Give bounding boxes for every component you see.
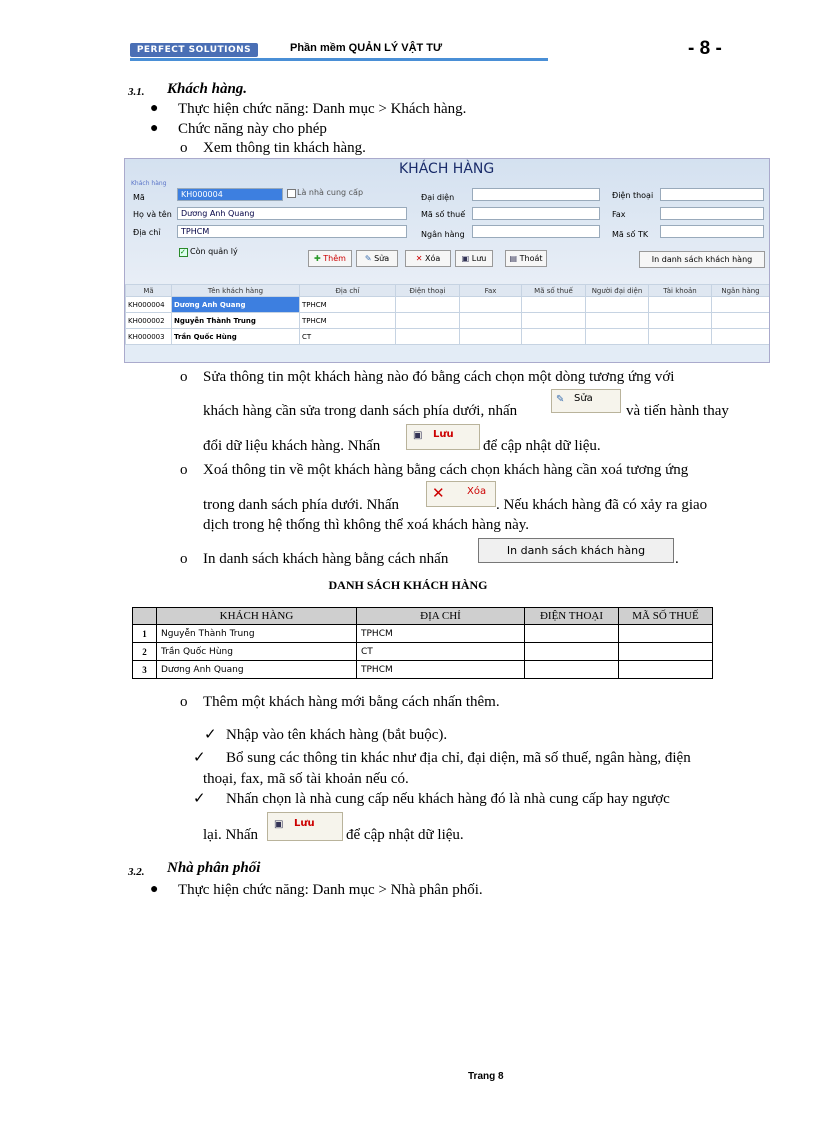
daidien-input[interactable]: [472, 188, 600, 201]
punct: .: [675, 551, 679, 567]
footer-page: Trang 8: [468, 1071, 504, 1082]
para-text: khách hàng cần sửa trong danh sách phía dưới, nhấn: [203, 403, 518, 419]
save-button[interactable]: [455, 250, 493, 267]
bullet: ●: [150, 121, 159, 136]
mst-input[interactable]: [472, 207, 600, 220]
col-header[interactable]: Điện thoại: [396, 285, 460, 297]
col-header[interactable]: Địa chỉ: [300, 285, 396, 297]
table-row[interactable]: [126, 329, 770, 345]
edit-icon: ✎: [364, 254, 372, 263]
sub-bullet-text: Xem thông tin khách hàng.: [203, 140, 366, 156]
edit-label: Sửa: [374, 254, 390, 263]
label-mst: Mã số thuế: [421, 210, 466, 219]
cell: TPHCM: [300, 313, 396, 329]
save-button-image: [267, 812, 343, 841]
para-text: lại. Nhấn: [203, 827, 258, 843]
cell: 2: [133, 643, 157, 661]
para-text: Xoá thông tin về một khách hàng bằng cách chọn khách hàng cần xoá tương ứng: [203, 462, 689, 478]
save-label: Lưu: [471, 254, 487, 263]
header-rule: [130, 58, 548, 61]
check-icon: ✓: [193, 791, 206, 807]
bullet-text: Thực hiện chức năng: Danh mục > Nhà phân phối.: [178, 882, 483, 898]
cell: Trần Quốc Hùng: [157, 643, 357, 661]
supplier-checkbox[interactable]: [287, 189, 296, 198]
edit-label: Sửa: [574, 393, 593, 404]
cell: 3: [133, 661, 157, 679]
para-text: Nhập vào tên khách hàng (bắt buộc).: [226, 727, 448, 743]
plus-icon: ✚: [314, 254, 321, 263]
edit-button[interactable]: [356, 250, 398, 267]
grid-header-row: [126, 285, 770, 297]
diachi-input[interactable]: TPHCM: [177, 225, 407, 238]
check-icon: ✓: [204, 727, 217, 743]
section-title: Nhà phân phối: [167, 860, 261, 876]
save-button-image: [406, 424, 480, 450]
label-taikhoan: Mã số TK: [612, 230, 649, 239]
customer-form-screenshot: [124, 158, 770, 363]
cell: CT: [300, 329, 396, 345]
cell: TPHCM: [300, 297, 396, 313]
col-header: [133, 608, 157, 625]
header-title: Phần mềm QUẢN LÝ VẬT TƯ: [290, 42, 443, 54]
sub-bullet: o: [180, 694, 188, 710]
para-text: Nhấn chọn là nhà cung cấp nếu khách hàng đó là nhà cung cấp hay ngược: [226, 791, 670, 807]
cell: TPHCM: [357, 625, 525, 643]
bullet: ●: [150, 882, 159, 897]
print-list-button[interactable]: In danh sách khách hàng: [639, 251, 765, 268]
para-text: Sửa thông tin một khách hàng nào đó bằng cách chọn một dòng tương ứng với: [203, 369, 675, 385]
col-header[interactable]: Ngân hàng: [712, 285, 770, 297]
nganhang-input[interactable]: [472, 225, 600, 238]
fax-input[interactable]: [660, 207, 764, 220]
customer-grid: [125, 284, 770, 345]
check-icon: ✓: [193, 750, 206, 766]
taikhoan-input[interactable]: [660, 225, 764, 238]
para-text: In danh sách khách hàng bằng cách nhấn: [203, 551, 449, 567]
cell: Dương Anh Quang: [172, 297, 300, 313]
cell: Nguyễn Thành Trung: [157, 625, 357, 643]
col-header[interactable]: Tên khách hàng: [172, 285, 300, 297]
para-text: để cập nhật dữ liệu.: [346, 827, 464, 843]
sub-bullet: o: [180, 140, 188, 156]
sub-bullet: o: [180, 551, 188, 567]
col-header[interactable]: Tài khoản: [649, 285, 712, 297]
col-header: ĐỊA CHỈ: [357, 608, 525, 625]
company-logo: PERFECT SOLUTIONS: [130, 43, 258, 57]
label-ma: Mã: [133, 193, 145, 202]
group-label: Khách hàng: [131, 180, 167, 187]
ten-input[interactable]: Dương Anh Quang: [177, 207, 407, 220]
section-number: 3.1.: [128, 86, 145, 98]
para-text: thoại, fax, mã số tài khoản nếu có.: [203, 771, 409, 787]
floppy-icon: ▣: [413, 430, 423, 441]
bullet-text: Thực hiện chức năng: Danh mục > Khách hàng.: [178, 101, 467, 117]
print-label: In danh sách khách hàng: [506, 544, 646, 557]
section-number: 3.2.: [128, 866, 145, 878]
add-label: Thêm: [323, 254, 346, 263]
exit-label: Thoát: [519, 254, 543, 263]
exit-button[interactable]: [505, 250, 547, 267]
dienthoai-input[interactable]: [660, 188, 764, 201]
para-text: trong danh sách phía dưới. Nhấn: [203, 497, 400, 513]
table-row: [133, 643, 713, 661]
section-title: Khách hàng.: [167, 81, 248, 97]
exit-icon: ▤: [509, 254, 518, 263]
list-title: DANH SÁCH KHÁCH HÀNG: [328, 578, 488, 592]
delete-button-image: [426, 481, 496, 507]
para-text: dịch trong hệ thống thì không thể xoá khách hàng này.: [203, 517, 530, 533]
delete-label: Xóa: [467, 486, 487, 497]
save-label: Lưu: [433, 429, 454, 440]
cell: KH000002: [126, 313, 172, 329]
customer-list-table: [132, 607, 713, 679]
bullet: ●: [150, 101, 159, 116]
table-row[interactable]: [126, 297, 770, 313]
label-fax: Fax: [612, 210, 626, 219]
sub-bullet: o: [180, 369, 188, 385]
label-ten: Họ và tên: [133, 210, 172, 219]
add-button[interactable]: [308, 250, 352, 267]
delete-label: Xóa: [424, 254, 441, 263]
page-number: - 8 -: [688, 38, 722, 59]
cell: KH000004: [126, 297, 172, 313]
table-row: [133, 625, 713, 643]
bullet-text: Chức năng này cho phép: [178, 121, 327, 137]
label-dienthoai: Điện thoại: [612, 191, 654, 200]
save-label: Lưu: [294, 818, 315, 829]
col-header[interactable]: Fax: [460, 285, 522, 297]
delete-button[interactable]: [405, 250, 451, 267]
edit-button-image: [551, 389, 621, 413]
para-text: đổi dữ liệu khách hàng. Nhấn: [203, 438, 381, 454]
col-header: MÃ SỐ THUẾ: [619, 608, 713, 625]
table-row: [133, 661, 713, 679]
cell: Nguyễn Thành Trung: [172, 313, 300, 329]
para-text: để cập nhật dữ liệu.: [483, 438, 601, 454]
sub-bullet: o: [180, 462, 188, 478]
x-icon: ✕: [415, 254, 423, 263]
col-header[interactable]: Mã số thuế: [522, 285, 586, 297]
cell: KH000003: [126, 329, 172, 345]
cell: Dương Anh Quang: [157, 661, 357, 679]
list-header-row: [133, 608, 713, 625]
label-supplier: Là nhà cung cấp: [297, 188, 364, 197]
cell: TPHCM: [357, 661, 525, 679]
floppy-icon: ▣: [274, 819, 284, 830]
label-active: Còn quản lý: [190, 247, 238, 256]
active-checkbox[interactable]: ✓: [179, 248, 188, 257]
form-title: KHÁCH HÀNG: [399, 161, 495, 177]
col-header[interactable]: Người đại diện: [586, 285, 649, 297]
label-daidien: Đại diện: [421, 193, 455, 202]
col-header[interactable]: Mã: [126, 285, 172, 297]
floppy-icon: ▣: [461, 254, 470, 263]
x-icon: ✕: [432, 484, 445, 502]
para-text: và tiến hành thay: [626, 403, 729, 419]
col-header: KHÁCH HÀNG: [157, 608, 357, 625]
col-header: ĐIỆN THOẠI: [525, 608, 619, 625]
print-button-image: [478, 538, 674, 563]
cell: 1: [133, 625, 157, 643]
cell: Trần Quốc Hùng: [172, 329, 300, 345]
ma-input[interactable]: KH000004: [177, 188, 283, 201]
para-text: Bổ sung các thông tin khác như địa chỉ, đại diện, mã số thuế, ngân hàng, điện: [226, 750, 691, 766]
cell: CT: [357, 643, 525, 661]
table-row[interactable]: [126, 313, 770, 329]
label-nganhang: Ngân hàng: [421, 230, 465, 239]
label-diachi: Địa chỉ: [133, 228, 161, 237]
para-text: Thêm một khách hàng mới bằng cách nhấn thêm.: [203, 694, 500, 710]
edit-icon: ✎: [556, 394, 565, 405]
para-text: . Nếu khách hàng đã có xảy ra giao: [496, 497, 708, 513]
